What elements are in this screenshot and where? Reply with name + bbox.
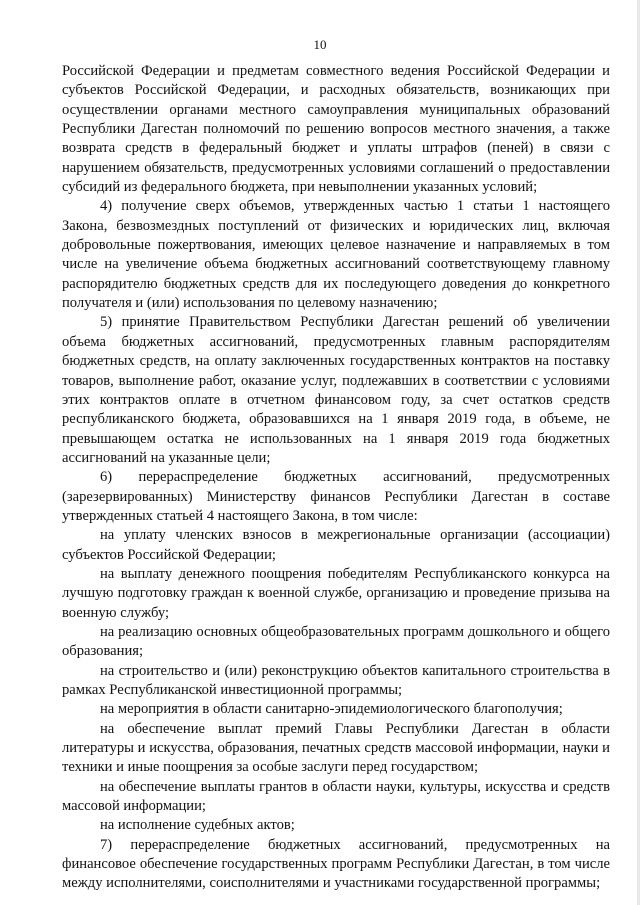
page-number: 10	[313, 37, 327, 52]
sub-item-sanitary: на мероприятия в области санитарно-эпидемиологического благополучия;	[100, 701, 563, 718]
document-body	[62, 62, 610, 894]
sub-item-capital-construction: на строительство и (или) реконструкцию объектов капитального строительства в рамках Республиканской инвестиционной программы;	[62, 662, 610, 698]
sub-item-membership-fees: на уплату членских взносов в межрегиональные организации (ассоциации) субъектов Российской Федерации;	[62, 527, 610, 563]
paragraph-item-4: 4) получение сверх объемов, утвержденных частью 1 статьи 1 настоящего Закона, безвозмездных поступлений от физических и юридических лиц, включая добровольные пожертвования, имеющих целевое назначение и направляемых в том числе на увеличение объема бюджетных ассигнований соответствующему главному распорядителю бюджетных средств для их последующего доведения до конкретного получателя и (или) использования по целевому назначению;	[62, 198, 610, 312]
paragraph-item-5: 5) принятие Правительством Республики Дагестан решений об увеличении объема бюджетных ассигнований, предусмотренных главным распорядителям бюджетных средств, на оплату заключенных государственных контрактов на поставку товаров, выполнение работ, оказание услуг, подлежавших в соответствии с условиями этих контрактов оплате в отчетном финансовом году, за счет остатков средств республиканского бюджета, образовавшихся на 1 января 2019 года, в объеме, не превышающем остатка не использованных на 1 января 2019 года бюджетных ассигнований на указанные цели;	[62, 314, 610, 466]
paragraph-continuation: Российской Федерации и предметам совместного ведения Российской Федерации и субъектов Российской Федерации, и расходных обязательств, возникающих при осуществлении органами местного самоуправления муниципальных образований Республики Дагестан полномочий по решению вопросов местного значения, а также возврата средств в федеральный бюджет и уплаты штрафов (пеней) в связи с нарушением обязательств, предусмотренных условиями соглашений о предоставлении субсидий из федерального бюджета, при невыполнении указанных условий;	[62, 63, 610, 196]
sub-item-court-acts: на исполнение судебных актов;	[100, 817, 295, 834]
sub-item-grants: на обеспечение выплаты грантов в области науки, культуры, искусства и средств массовой информации;	[62, 778, 610, 815]
paragraph-item-6: 6) перераспределение бюджетных ассигнований, предусмотренных (зарезервированных) Министерству финансов Республики Дагестан в составе утвержденных статьей 4 настоящего Закона, в том числе:	[62, 469, 610, 524]
paragraph-item-7: 7) перераспределение бюджетных ассигнований, предусмотренных на финансовое обеспечение государственных программ Республики Дагестан, в том числе между исполнителями, соисполнителями и участниками государственной программы;	[62, 836, 610, 892]
sub-item-military-contest: на выплату денежного поощрения победителям Республиканского конкурса на лучшую подготовку граждан к военной службе, организацию и проведение призыва на военную службу;	[62, 565, 610, 621]
sub-item-head-awards: на обеспечение выплат премий Главы Республики Дагестан в области литературы и искусства, образования, печатных средств массовой информации, науки и техники и иные поощрения за особые заслуги перед государством;	[62, 720, 610, 776]
sub-item-education-programs: на реализацию основных общеобразовательных программ дошкольного и общего образования;	[62, 623, 610, 660]
